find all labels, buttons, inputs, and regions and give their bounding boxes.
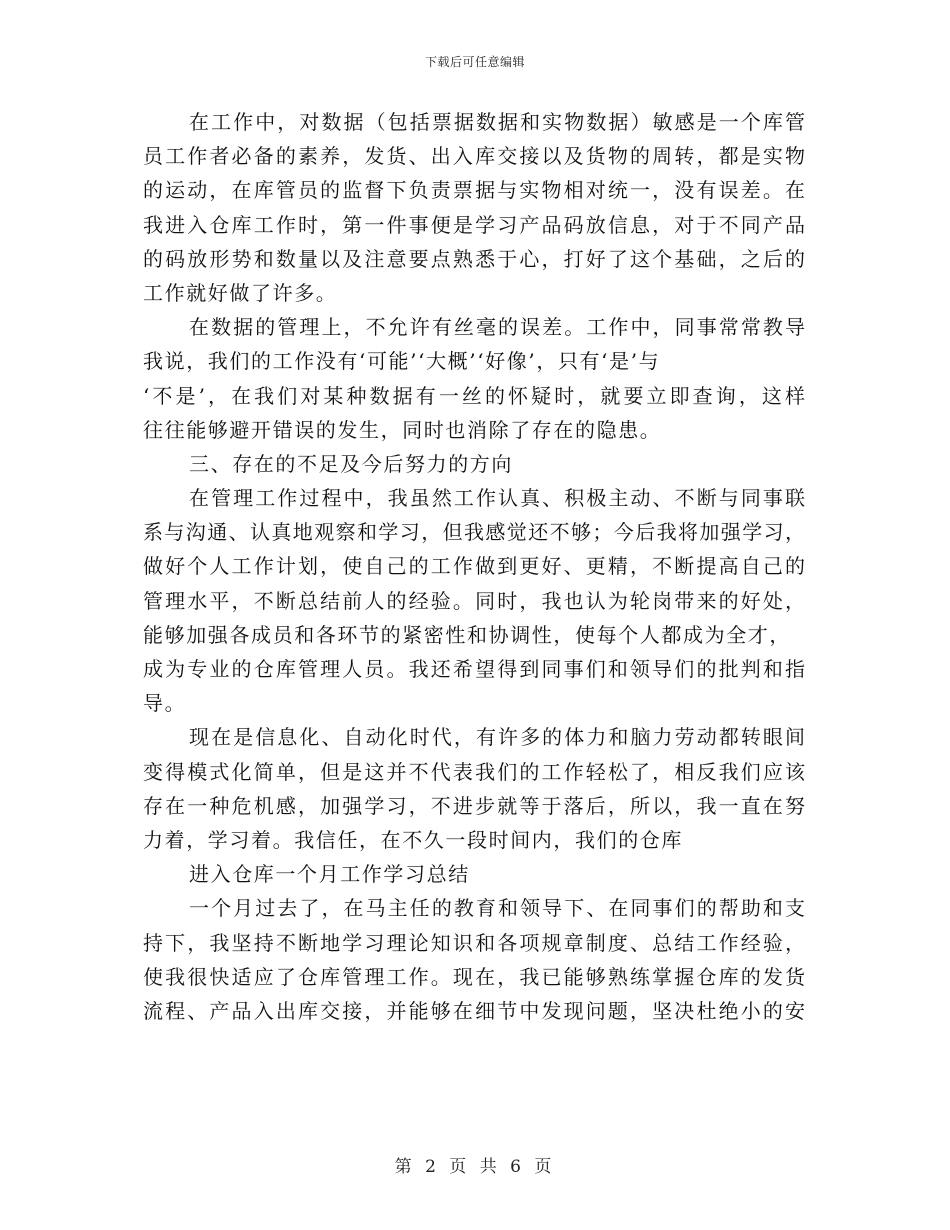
text-line: 三、存在的不足及今后努力的方向: [189, 451, 513, 476]
text-line: 系与沟通、认真地观察和学习，但我感觉还不够；今后我将加强学习，: [143, 520, 805, 545]
text-line: 导。: [143, 691, 187, 716]
text-line: 员工作者必备的素养，发货、出入库交接以及货物的周转，都是实物: [143, 144, 805, 169]
text-line: 持下，我坚持不断地学习理论知识和各项规章制度、总结工作经验，: [143, 930, 805, 955]
text-line: 工作就好做了许多。: [143, 280, 338, 305]
text-line: ‘不是’，在我们对某种数据有一丝的怀疑时，就要立即查询，这样: [143, 383, 805, 408]
text-line: 能够加强各成员和各环节的紧密性和协调性，使每个人都成为全才，: [143, 622, 791, 647]
text-line: 一个月过去了，在马主任的教育和领导下、在同事们的帮助和支: [189, 896, 805, 921]
text-line: 的运动，在库管员的监督下负责票据与实物相对统一，没有误差。在: [143, 178, 805, 203]
text-line: 进入仓库一个月工作学习总结: [189, 862, 470, 887]
text-line: 在工作中，对数据（包括票据数据和实物数据）敏感是一个库管: [189, 110, 805, 134]
text-line: 管理水平，不断总结前人的经验。同时，我也认为轮岗带来的好处，: [143, 588, 805, 613]
page-footer: 第 2 页 共 6 页: [394, 1157, 556, 1177]
text-line: 成为专业的仓库管理人员。我还希望得到同事们和领导们的批判和指: [143, 657, 805, 681]
text-line: 流程、产品入出库交接，并能够在细节中发现问题，坚决杜绝小的安: [143, 998, 805, 1023]
text-line: 变得模式化简单，但是这并不代表我们的工作轻松了，相反我们应该: [143, 759, 805, 784]
text-line: 存在一种危机感，加强学习，不进步就等于落后，所以，我一直在努: [143, 793, 805, 818]
document-body: [143, 105, 805, 1028]
text-line: 力着，学习着。我信任，在不久一段时间内，我们的仓库: [143, 827, 683, 852]
text-line: 我进入仓库工作时，第一件事便是学习产品码放信息，对于不同产品: [143, 212, 805, 237]
text-line: 在管理工作过程中，我虽然工作认真、积极主动、不断与同事联: [189, 486, 805, 511]
page-header: 下载后可任意编辑: [424, 55, 525, 69]
text-line: 往往能够避开错误的发生，同时也消除了存在的隐患。: [143, 417, 662, 442]
text-line: 的码放形势和数量以及注意要点熟悉于心，打好了这个基础，之后的: [143, 246, 805, 271]
text-line: 使我很快适应了仓库管理工作。现在，我已能够熟练掌握仓库的发货: [143, 964, 805, 989]
text-line: 现在是信息化、自动化时代，有许多的体力和脑力劳动都转眼间: [189, 725, 805, 750]
text-line: 我说，我们的工作没有‘可能’‘大概’‘好像’，只有‘是’与: [143, 349, 661, 374]
text-line: 做好个人工作计划，使自己的工作做到更好、更精，不断提高自己的: [143, 554, 805, 579]
text-line: 在数据的管理上，不允许有丝毫的误差。工作中，同事常常教导: [189, 315, 805, 340]
